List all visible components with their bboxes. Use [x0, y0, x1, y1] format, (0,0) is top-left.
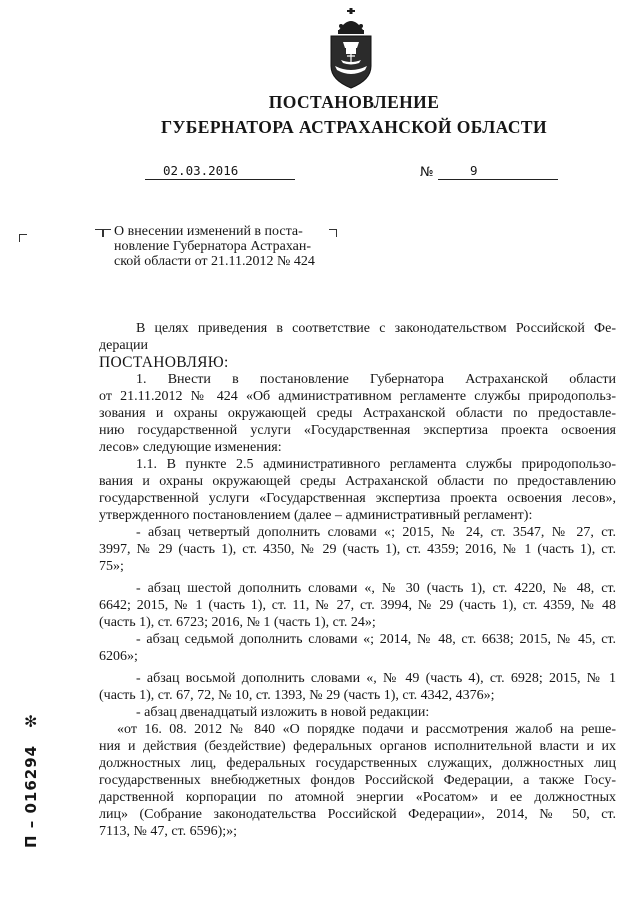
body-line: - абзац четвертый дополнить словами «; 2015, № 24, ст. 3547, № 27, ст. — [136, 525, 616, 540]
body-line: государственных внебюджетных фондов Российской Федерации, а также Госу- — [99, 773, 616, 788]
body-line: 75»; — [99, 559, 124, 574]
body-line: нию государственной услуги «Государственная экспертиза проекта освоения — [99, 423, 616, 438]
subject-line: ской области от 21.11.2012 № 424 — [114, 254, 315, 269]
decree-word: ПОСТАНОВЛЯЮ: — [99, 354, 229, 371]
margin-mark: ✻ — [24, 712, 38, 731]
subject-line: новление Губернатора Астрахан- — [114, 239, 311, 254]
body-line: государственной услуги «Государственная экспертиза проекта освоения лесов», — [99, 491, 616, 506]
document-number: 9 — [470, 163, 478, 178]
subject-bracket-left-inner — [103, 229, 111, 237]
left-margin-bracket — [19, 234, 27, 242]
coat-of-arms-icon — [325, 8, 377, 90]
document-body — [99, 320, 616, 840]
document-date: 02.03.2016 — [163, 163, 239, 178]
subject-bracket-right — [329, 229, 337, 237]
body-line: (часть 1), ст. 67, 72, № 10, ст. 1393, № 29 (часть 1), ст. 4342, 4376»; — [99, 688, 495, 703]
body-line: «от 16. 08. 2012 № 840 «О порядке подачи и рассмотрения жалоб на реше- — [117, 722, 616, 737]
body-line: 6206»; — [99, 649, 138, 664]
body-line: дарственной корпорации по атомной энергии «Росатом» и ее должностных — [99, 790, 616, 805]
number-sign: № — [420, 165, 434, 180]
body-line: - абзац шестой дополнить словами «, № 30 (часть 1), ст. 4220, № 48, ст. — [136, 581, 616, 596]
form-serial-number: П – 016294 — [22, 744, 40, 848]
number-underline — [438, 165, 558, 180]
body-line: утвержденного постановлением (далее – административный регламент): — [99, 508, 533, 523]
body-line: 1.1. В пункте 2.5 административного регламента службы природопользо- — [136, 457, 616, 472]
body-line: - абзац восьмой дополнить словами «, № 49 (часть 4), ст. 6928; 2015, № 1 — [136, 671, 616, 686]
body-line: от 21.11.2012 № 424 «Об административном регламенте службы природопольз- — [99, 389, 616, 404]
body-line: 6642; 2015, № 1 (часть 1), ст. 11, № 27, ст. 3994, № 29 (часть 1), ст. 4359, № 48 — [99, 598, 616, 613]
body-line: дерации — [99, 338, 149, 353]
body-line: лесов» следующие изменения: — [99, 440, 282, 455]
body-line: ния и действия (бездействие) федеральных органов исполнительной власти и их — [99, 739, 616, 754]
subject-line: О внесении изменений в поста- — [114, 224, 303, 239]
body-line: - абзац двенадцатый изложить в новой редакции: — [136, 705, 430, 720]
subject-bracket-left-outer — [95, 229, 103, 237]
document-title-line1: ПОСТАНОВЛЕНИЕ — [268, 92, 440, 112]
body-line: 3997, № 29 (часть 1), ст. 4350, № 29 (часть 1), ст. 4359; 2016, № 1 (часть 1), ст. — [99, 542, 616, 557]
document-title-line2: ГУБЕРНАТОРА АСТРАХАНСКОЙ ОБЛАСТИ — [161, 117, 547, 137]
body-line: зования и охраны окружающей среды Астраханской области по предоставле- — [99, 406, 616, 421]
body-line: вания и охраны окружающей среды Астраханской области по предоставлению — [99, 474, 616, 489]
body-line: 7113, № 47, ст. 6596);»; — [99, 824, 238, 839]
body-line: лиц» (Собрание законодательства Российской Федерации», 2014, № 50, ст. — [99, 807, 616, 822]
body-line: 1. Внести в постановление Губернатора Астраханской области — [136, 372, 616, 387]
body-line: - абзац седьмой дополнить словами «; 2014, № 48, ст. 6638; 2015, № 45, ст. — [136, 632, 616, 647]
body-line: (часть 1), ст. 6723; 2016, № 1 (часть 1), ст. 24»; — [99, 615, 376, 630]
body-line: должностных лиц, федеральных государственных служащих, должностных лиц — [99, 756, 616, 771]
document-subject — [114, 224, 315, 269]
body-line: В целях приведения в соответствие с законодательством Российской Фе- — [136, 321, 616, 336]
